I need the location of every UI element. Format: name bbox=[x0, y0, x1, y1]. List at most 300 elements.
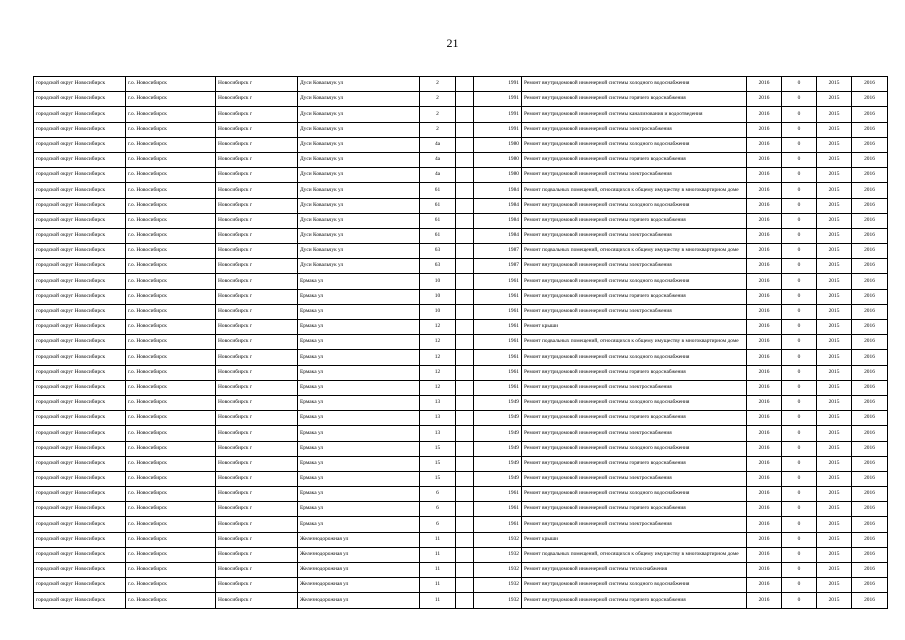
city-cell: Новосибирск г bbox=[216, 395, 298, 410]
year-cell: 2016 bbox=[747, 168, 782, 183]
house-number-cell: 61 bbox=[420, 198, 456, 213]
municipality-cell: городской округ Новосибирск bbox=[34, 547, 126, 562]
street-cell: Ермака ул bbox=[298, 380, 420, 395]
table-body bbox=[34, 77, 888, 609]
city-cell: Новосибирск г bbox=[216, 441, 298, 456]
work-type-cell: Ремонт подвальных помещений, относящихся к общему имуществу в многоквартирном доме bbox=[522, 183, 747, 198]
period-end-cell: 2016 bbox=[852, 152, 888, 167]
table-row bbox=[34, 274, 888, 289]
district-cell: г.о. Новосибирск bbox=[126, 304, 216, 319]
city-cell: Новосибирск г bbox=[216, 107, 298, 122]
table-row bbox=[34, 578, 888, 593]
work-type-cell: Ремонт внутридомовой инженерной системы горячего водоснабжения bbox=[522, 456, 747, 471]
work-type-cell: Ремонт внутридомовой инженерной системы горячего водоснабжения bbox=[522, 365, 747, 380]
municipality-cell: городской округ Новосибирск bbox=[34, 213, 126, 228]
year-built-cell: 1949 bbox=[474, 411, 522, 426]
work-type-cell: Ремонт внутридомовой инженерной системы горячего водоснабжения bbox=[522, 593, 747, 608]
year-cell: 2016 bbox=[747, 426, 782, 441]
period-start-cell: 2015 bbox=[817, 395, 852, 410]
work-type-cell: Ремонт внутридомовой инженерной системы электроснабжения bbox=[522, 426, 747, 441]
district-cell: г.о. Новосибирск bbox=[126, 517, 216, 532]
period-start-cell: 2015 bbox=[817, 304, 852, 319]
year-cell: 2016 bbox=[747, 593, 782, 608]
street-cell: Дуси Ковальчук ул bbox=[298, 122, 420, 137]
house-number-cell: 61 bbox=[420, 228, 456, 243]
value-cell: 0 bbox=[782, 213, 817, 228]
municipality-cell: городской округ Новосибирск bbox=[34, 152, 126, 167]
building-cell bbox=[456, 380, 474, 395]
value-cell: 0 bbox=[782, 517, 817, 532]
city-cell: Новосибирск г bbox=[216, 532, 298, 547]
year-built-cell: 1980 bbox=[474, 152, 522, 167]
district-cell: г.о. Новосибирск bbox=[126, 487, 216, 502]
year-built-cell: 1961 bbox=[474, 320, 522, 335]
work-type-cell: Ремонт подвальных помещений, относящихся к общему имуществу в многоквартирном доме bbox=[522, 547, 747, 562]
street-cell: Ермака ул bbox=[298, 471, 420, 486]
period-start-cell: 2015 bbox=[817, 259, 852, 274]
period-start-cell: 2015 bbox=[817, 593, 852, 608]
district-cell: г.о. Новосибирск bbox=[126, 365, 216, 380]
period-end-cell: 2016 bbox=[852, 228, 888, 243]
year-built-cell: 1991 bbox=[474, 107, 522, 122]
value-cell: 0 bbox=[782, 274, 817, 289]
building-cell bbox=[456, 304, 474, 319]
year-built-cell: 1961 bbox=[474, 487, 522, 502]
district-cell: г.о. Новосибирск bbox=[126, 380, 216, 395]
work-type-cell: Ремонт внутридомовой инженерной системы канализования и водоотведения bbox=[522, 107, 747, 122]
street-cell: Дуси Ковальчук ул bbox=[298, 213, 420, 228]
municipality-cell: городской округ Новосибирск bbox=[34, 304, 126, 319]
period-end-cell: 2016 bbox=[852, 395, 888, 410]
district-cell: г.о. Новосибирск bbox=[126, 259, 216, 274]
work-type-cell: Ремонт крыши bbox=[522, 532, 747, 547]
period-end-cell: 2016 bbox=[852, 502, 888, 517]
house-number-cell: 11 bbox=[420, 563, 456, 578]
period-end-cell: 2016 bbox=[852, 487, 888, 502]
year-built-cell: 1961 bbox=[474, 380, 522, 395]
table-row bbox=[34, 487, 888, 502]
table-row bbox=[34, 92, 888, 107]
value-cell: 0 bbox=[782, 456, 817, 471]
value-cell: 0 bbox=[782, 183, 817, 198]
house-number-cell: 61 bbox=[420, 183, 456, 198]
period-start-cell: 2015 bbox=[817, 411, 852, 426]
period-end-cell: 2016 bbox=[852, 532, 888, 547]
street-cell: Ермака ул bbox=[298, 350, 420, 365]
municipality-cell: городской округ Новосибирск bbox=[34, 107, 126, 122]
municipality-cell: городской округ Новосибирск bbox=[34, 471, 126, 486]
house-number-cell: 6 bbox=[420, 487, 456, 502]
work-type-cell: Ремонт внутридомовой инженерной системы электроснабжения bbox=[522, 471, 747, 486]
house-number-cell: 2 bbox=[420, 92, 456, 107]
period-start-cell: 2015 bbox=[817, 320, 852, 335]
year-built-cell: 1961 bbox=[474, 350, 522, 365]
house-number-cell: 13 bbox=[420, 395, 456, 410]
year-built-cell: 1932 bbox=[474, 578, 522, 593]
period-start-cell: 2015 bbox=[817, 578, 852, 593]
year-built-cell: 1932 bbox=[474, 563, 522, 578]
municipality-cell: городской округ Новосибирск bbox=[34, 335, 126, 350]
municipality-cell: городской округ Новосибирск bbox=[34, 532, 126, 547]
street-cell: Ермака ул bbox=[298, 274, 420, 289]
city-cell: Новосибирск г bbox=[216, 335, 298, 350]
district-cell: г.о. Новосибирск bbox=[126, 92, 216, 107]
year-cell: 2016 bbox=[747, 350, 782, 365]
house-number-cell: 11 bbox=[420, 578, 456, 593]
table-row bbox=[34, 137, 888, 152]
house-number-cell: 4а bbox=[420, 168, 456, 183]
value-cell: 0 bbox=[782, 244, 817, 259]
municipality-cell: городской округ Новосибирск bbox=[34, 320, 126, 335]
house-number-cell: 12 bbox=[420, 350, 456, 365]
value-cell: 0 bbox=[782, 168, 817, 183]
building-cell bbox=[456, 259, 474, 274]
building-cell bbox=[456, 335, 474, 350]
district-cell: г.о. Новосибирск bbox=[126, 152, 216, 167]
period-end-cell: 2016 bbox=[852, 456, 888, 471]
value-cell: 0 bbox=[782, 547, 817, 562]
value-cell: 0 bbox=[782, 441, 817, 456]
value-cell: 0 bbox=[782, 228, 817, 243]
street-cell: Ермака ул bbox=[298, 320, 420, 335]
street-cell: Железнодорожная ул bbox=[298, 547, 420, 562]
city-cell: Новосибирск г bbox=[216, 517, 298, 532]
table-row bbox=[34, 456, 888, 471]
work-type-cell: Ремонт внутридомовой инженерной системы горячего водоснабжения bbox=[522, 502, 747, 517]
value-cell: 0 bbox=[782, 198, 817, 213]
street-cell: Дуси Ковальчук ул bbox=[298, 198, 420, 213]
municipality-cell: городской округ Новосибирск bbox=[34, 426, 126, 441]
period-end-cell: 2016 bbox=[852, 168, 888, 183]
year-cell: 2016 bbox=[747, 532, 782, 547]
period-end-cell: 2016 bbox=[852, 107, 888, 122]
year-built-cell: 1980 bbox=[474, 168, 522, 183]
house-number-cell: 12 bbox=[420, 335, 456, 350]
street-cell: Ермака ул bbox=[298, 426, 420, 441]
house-number-cell: 4а bbox=[420, 152, 456, 167]
street-cell: Дуси Ковальчук ул bbox=[298, 168, 420, 183]
table-row bbox=[34, 320, 888, 335]
house-number-cell: 15 bbox=[420, 456, 456, 471]
period-end-cell: 2016 bbox=[852, 122, 888, 137]
house-number-cell: 15 bbox=[420, 441, 456, 456]
building-cell bbox=[456, 563, 474, 578]
municipality-cell: городской округ Новосибирск bbox=[34, 198, 126, 213]
house-number-cell: 11 bbox=[420, 547, 456, 562]
period-start-cell: 2015 bbox=[817, 365, 852, 380]
house-number-cell: 11 bbox=[420, 593, 456, 608]
city-cell: Новосибирск г bbox=[216, 304, 298, 319]
value-cell: 0 bbox=[782, 502, 817, 517]
municipality-cell: городской округ Новосибирск bbox=[34, 274, 126, 289]
year-built-cell: 1961 bbox=[474, 365, 522, 380]
city-cell: Новосибирск г bbox=[216, 350, 298, 365]
table-row bbox=[34, 77, 888, 92]
period-start-cell: 2015 bbox=[817, 563, 852, 578]
table-row bbox=[34, 411, 888, 426]
period-end-cell: 2016 bbox=[852, 471, 888, 486]
municipality-cell: городской округ Новосибирск bbox=[34, 441, 126, 456]
city-cell: Новосибирск г bbox=[216, 365, 298, 380]
city-cell: Новосибирск г bbox=[216, 274, 298, 289]
work-type-cell: Ремонт внутридомовой инженерной системы холодного водоснабжения bbox=[522, 441, 747, 456]
district-cell: г.о. Новосибирск bbox=[126, 107, 216, 122]
table-row bbox=[34, 380, 888, 395]
city-cell: Новосибирск г bbox=[216, 456, 298, 471]
municipality-cell: городской округ Новосибирск bbox=[34, 350, 126, 365]
city-cell: Новосибирск г bbox=[216, 152, 298, 167]
city-cell: Новосибирск г bbox=[216, 380, 298, 395]
year-built-cell: 1961 bbox=[474, 304, 522, 319]
period-end-cell: 2016 bbox=[852, 547, 888, 562]
table-row bbox=[34, 517, 888, 532]
table-row bbox=[34, 289, 888, 304]
house-number-cell: 4а bbox=[420, 137, 456, 152]
house-number-cell: 12 bbox=[420, 320, 456, 335]
building-cell bbox=[456, 411, 474, 426]
year-built-cell: 1961 bbox=[474, 517, 522, 532]
building-cell bbox=[456, 107, 474, 122]
city-cell: Новосибирск г bbox=[216, 77, 298, 92]
period-end-cell: 2016 bbox=[852, 380, 888, 395]
table-row bbox=[34, 122, 888, 137]
year-built-cell: 1991 bbox=[474, 122, 522, 137]
value-cell: 0 bbox=[782, 289, 817, 304]
building-cell bbox=[456, 426, 474, 441]
period-start-cell: 2015 bbox=[817, 274, 852, 289]
table-row bbox=[34, 502, 888, 517]
value-cell: 0 bbox=[782, 92, 817, 107]
district-cell: г.о. Новосибирск bbox=[126, 122, 216, 137]
year-cell: 2016 bbox=[747, 198, 782, 213]
building-cell bbox=[456, 471, 474, 486]
street-cell: Ермака ул bbox=[298, 335, 420, 350]
building-cell bbox=[456, 274, 474, 289]
municipality-cell: городской округ Новосибирск bbox=[34, 168, 126, 183]
table-row bbox=[34, 471, 888, 486]
work-type-cell: Ремонт внутридомовой инженерной системы горячего водоснабжения bbox=[522, 92, 747, 107]
period-start-cell: 2015 bbox=[817, 350, 852, 365]
street-cell: Дуси Ковальчук ул bbox=[298, 152, 420, 167]
municipality-cell: городской округ Новосибирск bbox=[34, 380, 126, 395]
value-cell: 0 bbox=[782, 578, 817, 593]
city-cell: Новосибирск г bbox=[216, 92, 298, 107]
building-cell bbox=[456, 578, 474, 593]
municipality-cell: городской округ Новосибирск bbox=[34, 289, 126, 304]
period-start-cell: 2015 bbox=[817, 168, 852, 183]
street-cell: Ермака ул bbox=[298, 289, 420, 304]
year-built-cell: 1961 bbox=[474, 502, 522, 517]
district-cell: г.о. Новосибирск bbox=[126, 77, 216, 92]
year-cell: 2016 bbox=[747, 395, 782, 410]
work-type-cell: Ремонт внутридомовой инженерной системы холодного водоснабжения bbox=[522, 350, 747, 365]
value-cell: 0 bbox=[782, 335, 817, 350]
value-cell: 0 bbox=[782, 471, 817, 486]
house-number-cell: 10 bbox=[420, 304, 456, 319]
table-row bbox=[34, 304, 888, 319]
city-cell: Новосибирск г bbox=[216, 547, 298, 562]
period-start-cell: 2015 bbox=[817, 92, 852, 107]
table-row bbox=[34, 183, 888, 198]
period-end-cell: 2016 bbox=[852, 137, 888, 152]
municipality-cell: городской округ Новосибирск bbox=[34, 411, 126, 426]
municipality-cell: городской округ Новосибирск bbox=[34, 92, 126, 107]
period-end-cell: 2016 bbox=[852, 593, 888, 608]
period-start-cell: 2015 bbox=[817, 289, 852, 304]
period-start-cell: 2015 bbox=[817, 107, 852, 122]
building-cell bbox=[456, 92, 474, 107]
work-type-cell: Ремонт внутридомовой инженерной системы горячего водоснабжения bbox=[522, 213, 747, 228]
table-row bbox=[34, 228, 888, 243]
year-cell: 2016 bbox=[747, 365, 782, 380]
work-type-cell: Ремонт внутридомовой инженерной системы холодного водоснабжения bbox=[522, 487, 747, 502]
period-end-cell: 2016 bbox=[852, 365, 888, 380]
year-cell: 2016 bbox=[747, 563, 782, 578]
year-cell: 2016 bbox=[747, 456, 782, 471]
year-cell: 2016 bbox=[747, 137, 782, 152]
district-cell: г.о. Новосибирск bbox=[126, 502, 216, 517]
period-end-cell: 2016 bbox=[852, 441, 888, 456]
table-row bbox=[34, 152, 888, 167]
district-cell: г.о. Новосибирск bbox=[126, 213, 216, 228]
building-cell bbox=[456, 137, 474, 152]
street-cell: Ермака ул bbox=[298, 304, 420, 319]
period-end-cell: 2016 bbox=[852, 578, 888, 593]
city-cell: Новосибирск г bbox=[216, 137, 298, 152]
period-end-cell: 2016 bbox=[852, 244, 888, 259]
house-number-cell: 10 bbox=[420, 274, 456, 289]
period-start-cell: 2015 bbox=[817, 335, 852, 350]
year-cell: 2016 bbox=[747, 259, 782, 274]
work-type-cell: Ремонт внутридомовой инженерной системы электроснабжения bbox=[522, 259, 747, 274]
building-cell bbox=[456, 593, 474, 608]
table-row bbox=[34, 532, 888, 547]
year-cell: 2016 bbox=[747, 517, 782, 532]
year-cell: 2016 bbox=[747, 320, 782, 335]
period-start-cell: 2015 bbox=[817, 502, 852, 517]
table-row bbox=[34, 107, 888, 122]
period-start-cell: 2015 bbox=[817, 213, 852, 228]
table-row bbox=[34, 213, 888, 228]
house-number-cell: 10 bbox=[420, 289, 456, 304]
district-cell: г.о. Новосибирск bbox=[126, 198, 216, 213]
period-start-cell: 2015 bbox=[817, 532, 852, 547]
city-cell: Новосибирск г bbox=[216, 578, 298, 593]
period-end-cell: 2016 bbox=[852, 213, 888, 228]
table-row bbox=[34, 547, 888, 562]
building-cell bbox=[456, 532, 474, 547]
building-cell bbox=[456, 77, 474, 92]
year-cell: 2016 bbox=[747, 335, 782, 350]
district-cell: г.о. Новосибирск bbox=[126, 183, 216, 198]
period-start-cell: 2015 bbox=[817, 441, 852, 456]
street-cell: Железнодорожная ул bbox=[298, 532, 420, 547]
street-cell: Дуси Ковальчук ул bbox=[298, 77, 420, 92]
municipality-cell: городской округ Новосибирск bbox=[34, 517, 126, 532]
street-cell: Дуси Ковальчук ул bbox=[298, 137, 420, 152]
capital-repair-table bbox=[33, 76, 888, 609]
district-cell: г.о. Новосибирск bbox=[126, 411, 216, 426]
city-cell: Новосибирск г bbox=[216, 593, 298, 608]
value-cell: 0 bbox=[782, 77, 817, 92]
table-row bbox=[34, 593, 888, 608]
municipality-cell: городской округ Новосибирск bbox=[34, 593, 126, 608]
year-built-cell: 1984 bbox=[474, 183, 522, 198]
street-cell: Железнодорожная ул bbox=[298, 593, 420, 608]
work-type-cell: Ремонт внутридомовой инженерной системы электроснабжения bbox=[522, 122, 747, 137]
municipality-cell: городской округ Новосибирск bbox=[34, 456, 126, 471]
table-row bbox=[34, 365, 888, 380]
year-built-cell: 1987 bbox=[474, 244, 522, 259]
value-cell: 0 bbox=[782, 304, 817, 319]
year-built-cell: 1961 bbox=[474, 289, 522, 304]
house-number-cell: 2 bbox=[420, 122, 456, 137]
value-cell: 0 bbox=[782, 426, 817, 441]
work-type-cell: Ремонт внутридомовой инженерной системы холодного водоснабжения bbox=[522, 578, 747, 593]
year-cell: 2016 bbox=[747, 411, 782, 426]
building-cell bbox=[456, 289, 474, 304]
value-cell: 0 bbox=[782, 137, 817, 152]
year-built-cell: 1932 bbox=[474, 593, 522, 608]
value-cell: 0 bbox=[782, 593, 817, 608]
city-cell: Новосибирск г bbox=[216, 289, 298, 304]
building-cell bbox=[456, 502, 474, 517]
city-cell: Новосибирск г bbox=[216, 426, 298, 441]
period-start-cell: 2015 bbox=[817, 122, 852, 137]
table-row bbox=[34, 395, 888, 410]
house-number-cell: 12 bbox=[420, 380, 456, 395]
year-built-cell: 1984 bbox=[474, 228, 522, 243]
street-cell: Ермака ул bbox=[298, 365, 420, 380]
work-type-cell: Ремонт подвальных помещений, относящихся к общему имуществу в многоквартирном доме bbox=[522, 244, 747, 259]
city-cell: Новосибирск г bbox=[216, 471, 298, 486]
table-row bbox=[34, 350, 888, 365]
period-start-cell: 2015 bbox=[817, 487, 852, 502]
work-type-cell: Ремонт внутридомовой инженерной системы холодного водоснабжения bbox=[522, 198, 747, 213]
street-cell: Ермака ул bbox=[298, 517, 420, 532]
value-cell: 0 bbox=[782, 563, 817, 578]
municipality-cell: городской округ Новосибирск bbox=[34, 365, 126, 380]
period-end-cell: 2016 bbox=[852, 92, 888, 107]
year-cell: 2016 bbox=[747, 183, 782, 198]
building-cell bbox=[456, 395, 474, 410]
work-type-cell: Ремонт внутридомовой инженерной системы холодного водоснабжения bbox=[522, 137, 747, 152]
municipality-cell: городской округ Новосибирск bbox=[34, 183, 126, 198]
period-end-cell: 2016 bbox=[852, 183, 888, 198]
value-cell: 0 bbox=[782, 320, 817, 335]
work-type-cell: Ремонт внутридомовой инженерной системы холодного водоснабжения bbox=[522, 395, 747, 410]
value-cell: 0 bbox=[782, 350, 817, 365]
work-type-cell: Ремонт внутридомовой инженерной системы теплоснабжения bbox=[522, 563, 747, 578]
period-start-cell: 2015 bbox=[817, 456, 852, 471]
year-built-cell: 1991 bbox=[474, 77, 522, 92]
building-cell bbox=[456, 456, 474, 471]
period-start-cell: 2015 bbox=[817, 183, 852, 198]
table-row bbox=[34, 563, 888, 578]
year-cell: 2016 bbox=[747, 213, 782, 228]
municipality-cell: городской округ Новосибирск bbox=[34, 244, 126, 259]
year-built-cell: 1949 bbox=[474, 456, 522, 471]
city-cell: Новосибирск г bbox=[216, 183, 298, 198]
year-cell: 2016 bbox=[747, 289, 782, 304]
district-cell: г.о. Новосибирск bbox=[126, 168, 216, 183]
municipality-cell: городской округ Новосибирск bbox=[34, 228, 126, 243]
district-cell: г.о. Новосибирск bbox=[126, 426, 216, 441]
building-cell bbox=[456, 228, 474, 243]
municipality-cell: городской округ Новосибирск bbox=[34, 502, 126, 517]
municipality-cell: городской округ Новосибирск bbox=[34, 137, 126, 152]
municipality-cell: городской округ Новосибирск bbox=[34, 77, 126, 92]
